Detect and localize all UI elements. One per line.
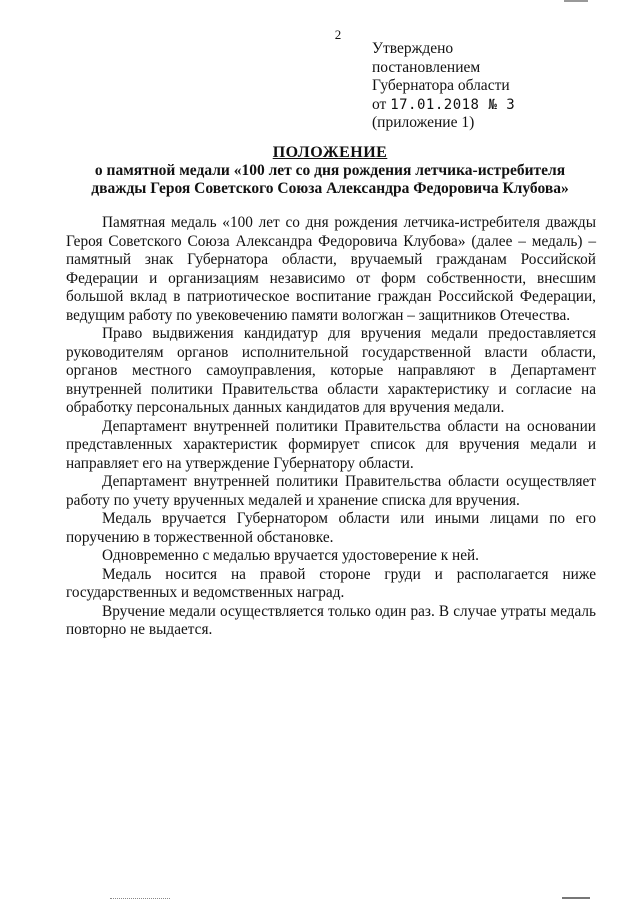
paragraph: Памятная медаль «100 лет со дня рождения летчика-истребителя дважды Героя Советского Союза Александра Федоровича Клубова» (далее – медаль) – памятный знак Губернатора области, вручаемый гражданам Российской Федерации и организациям независимо от форм собственности, внесшим большой вклад в патриотическое воспитание граждан Российской Федерации, ведущим работу по увековечению памяти вологжан – защитников Отечества.	[66, 214, 596, 324]
document-subtitle-line1: о памятной медали «100 лет со дня рождения летчика-истребителя	[94, 162, 566, 179]
document-heading	[60, 144, 600, 198]
paragraph: Медаль носится на правой стороне груди и располагается ниже государственных и ведомственных наград.	[66, 565, 596, 601]
paragraph: Вручение медали осуществляется только один раз. В случае утраты медаль повторно не выдается.	[66, 602, 596, 638]
paragraph: Департамент внутренней политики Правительства области осуществляет работу по учету врученных медалей и хранение списка для вручения.	[66, 473, 596, 509]
approval-date-handwritten: 17.01.2018 № 3	[390, 96, 516, 113]
approval-date-prefix: от	[372, 95, 391, 113]
document-title: ПОЛОЖЕНИЕ	[272, 144, 388, 161]
footer-scan-mark-left	[110, 898, 170, 905]
paragraph: Право выдвижения кандидатур для вручения медали предоставляется руководителям органов исполнительной государственной власти области, органов местного самоуправления, которые направляют в Департамент внутренней политики Правительства области характеристику и согласие на обработку персональных данных кандидатов для вручения медали.	[66, 325, 596, 416]
paragraph: Департамент внутренней политики Правительства области на основании представленных характеристик формирует список для вручения медали и направляет его на утверждение Губернатору области.	[66, 417, 596, 472]
document-subtitle-line2: дважды Героя Советского Союза Александра Федоровича Клубова»	[91, 180, 569, 197]
page-number: 2	[334, 27, 342, 42]
approval-line-governor: Губернатора области	[372, 77, 510, 94]
corner-scan-mark	[564, 0, 588, 5]
approval-line-approved: Утверждено	[372, 40, 454, 57]
document-body	[66, 214, 596, 640]
paragraph: Одновременно с медалью вручается удостоверение к ней.	[102, 547, 480, 564]
approval-line-date	[372, 96, 515, 115]
footer-scan-mark-right	[562, 897, 590, 905]
paragraph: Медаль вручается Губернатором области или иными лицами по его поручению в торжественной обстановке.	[66, 510, 596, 546]
approval-line-resolution: постановлением	[372, 58, 481, 76]
approval-line-appendix: (приложение 1)	[372, 114, 475, 131]
approval-stamp	[372, 40, 515, 133]
